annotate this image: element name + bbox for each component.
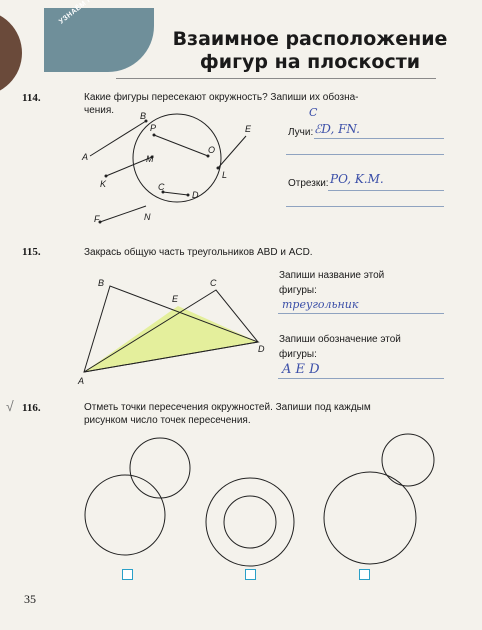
label-b: B <box>140 112 147 121</box>
label-115-c: C <box>210 278 217 288</box>
label-115-d: D <box>258 344 265 354</box>
task-114-number: 114. <box>22 92 41 104</box>
task-116-number: 116. <box>22 402 41 414</box>
label-m: M <box>146 154 154 164</box>
label-o: O <box>208 145 216 155</box>
pic3-count-box[interactable] <box>359 569 370 580</box>
ray-fn <box>100 206 146 222</box>
label-e: E <box>245 124 252 134</box>
task-116-figures <box>80 430 460 570</box>
task-115-figure <box>74 272 274 390</box>
label-a: A <box>82 152 89 162</box>
task-115-text: Закрась общую часть треугольников ABD и ACD. <box>84 247 313 258</box>
segments-label: Отрезки: <box>288 178 329 189</box>
task-114-figure <box>80 112 270 232</box>
label-c: C <box>158 182 165 192</box>
segments-answer-line <box>328 190 444 191</box>
point-k <box>105 175 108 178</box>
figure-sign-answer[interactable]: A E D <box>282 362 320 377</box>
pic1-big-circle <box>85 475 165 555</box>
rays-extra-line <box>286 154 444 155</box>
segments-extra-line <box>286 206 444 207</box>
pic1-small-circle <box>130 438 190 498</box>
label-p: P <box>150 123 157 133</box>
label-115-b: B <box>98 278 105 288</box>
pic2-outer-circle <box>206 478 294 566</box>
figure-sign-line <box>278 378 444 379</box>
title-divider <box>116 78 436 79</box>
label-n: N <box>144 212 151 222</box>
label-115-e: E <box>172 294 179 304</box>
margin-check-mark: √ <box>6 398 14 414</box>
rays-label: Лучи: <box>288 127 314 138</box>
figure-name-answer[interactable]: треугольник <box>282 298 359 311</box>
page-title-line-1: Взаимное расположение <box>172 28 448 50</box>
figure-sign-question: Запиши обозначение этой фигуры: <box>279 334 401 360</box>
segments-answer[interactable]: PO, K.M. <box>330 172 384 186</box>
label-d: D <box>192 190 199 200</box>
label-k: K <box>100 179 107 189</box>
figure-name-question: Запиши название этой фигуры: <box>279 270 385 296</box>
page-title <box>170 28 450 74</box>
page-number: 35 <box>24 592 36 606</box>
rays-answer[interactable]: ℰD, FN. <box>314 122 360 136</box>
rays-answer-line <box>314 138 444 139</box>
page-title-line-2: фигур на плоскости <box>199 51 421 73</box>
pic2-count-box[interactable] <box>245 569 256 580</box>
task-116-text: Отметь точки пересечения окружностей. Запиши под каждым рисунком число точек пересечения. <box>84 402 371 426</box>
point-p <box>153 134 156 137</box>
point-l <box>217 167 220 170</box>
label-l: L <box>222 170 228 180</box>
task-115-number: 115. <box>22 246 41 258</box>
rays-correction-mark: С <box>309 106 318 119</box>
figure-name-line <box>278 313 444 314</box>
ray-el <box>218 136 246 168</box>
pic1-count-box[interactable] <box>122 569 133 580</box>
label-f: F <box>94 214 100 224</box>
label-115-a: A <box>78 376 85 386</box>
segment-po <box>154 135 208 156</box>
task-114-text-line-2: чения. <box>84 105 115 116</box>
shaded-triangle-aed <box>84 306 258 372</box>
point-d <box>187 194 190 197</box>
pic2-inner-circle <box>224 496 276 548</box>
task-114-text-line-1: Какие фигуры пересекают окружность? Запиши их обозна- <box>84 92 359 103</box>
spine-tab <box>0 10 22 96</box>
segment-cd <box>163 192 188 195</box>
pic3-small-circle <box>382 434 434 486</box>
